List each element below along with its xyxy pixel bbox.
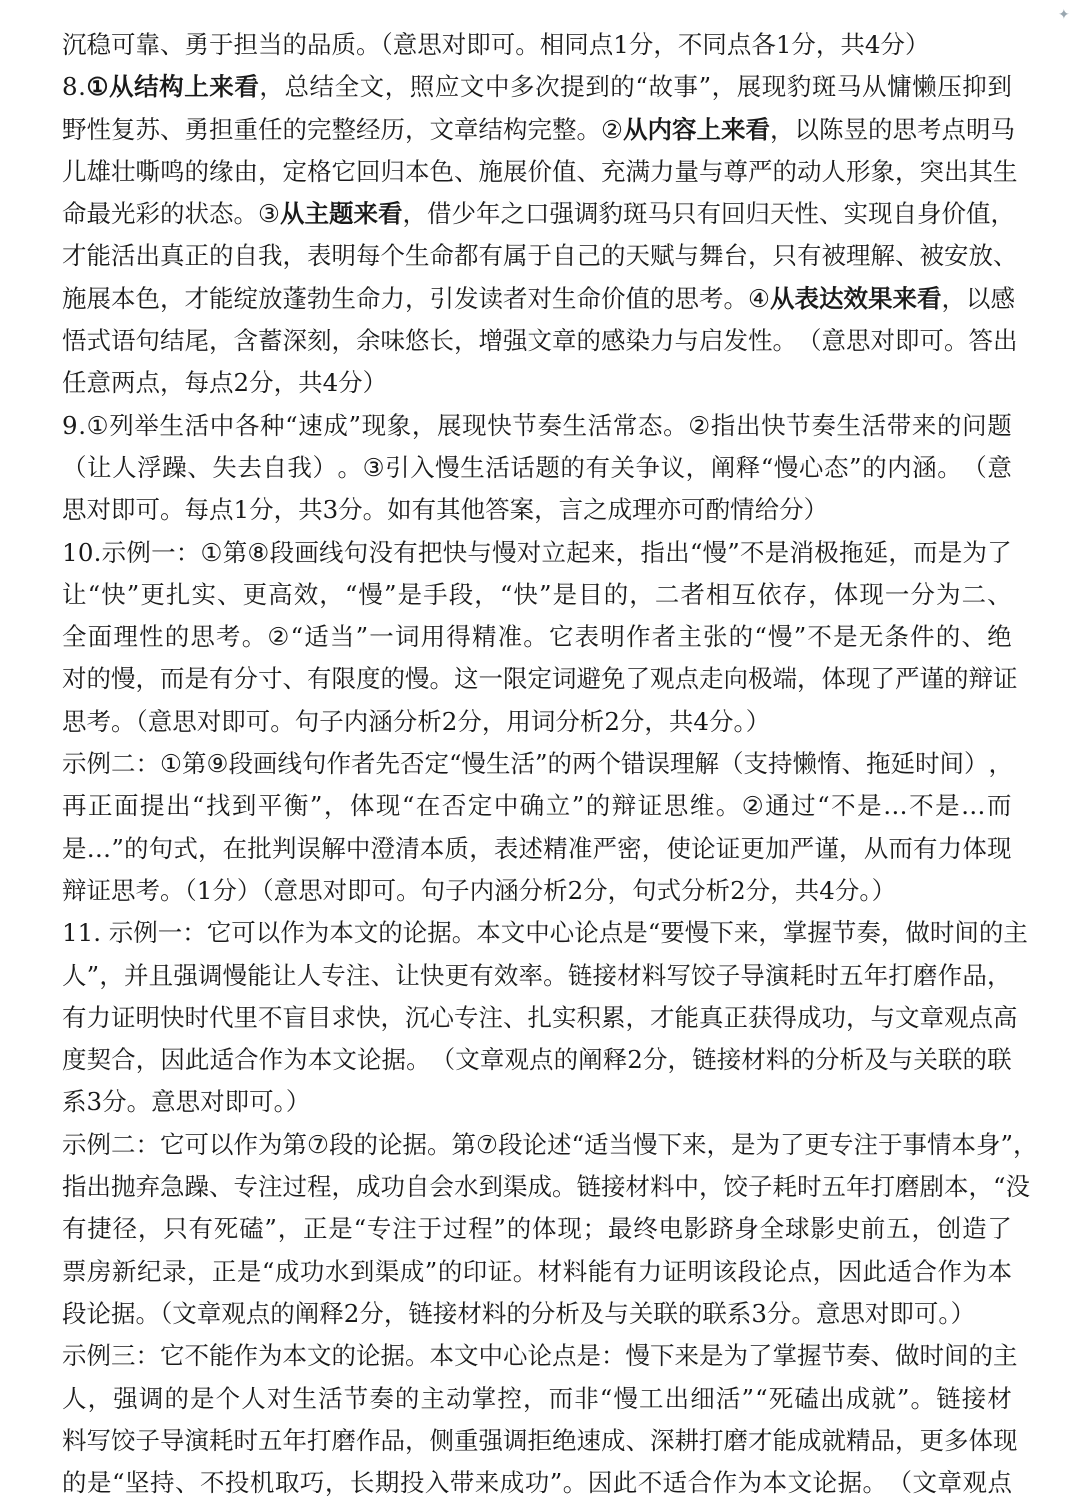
text-line: 度 契 合 ， 因 此 适 合 作 为 本 文 论 据 。 （ 文 章 观 点 的 阐 释 2 分 ， 链 接 材 料 的 分 析 及 与 关 联 的 联: [62, 1045, 1012, 1075]
text-line: 9 . ① 列 举 生 活 中 各 种 “ 速 成 ” 现 象 ， 展 现 快 节 奏 生 活 常 态 。 ② 指 出 快 节 奏 生 活 带 来 的 问 题: [62, 410, 1012, 440]
answer-document: [62, 24, 1038, 1504]
line-text: 思考。（意思对即可。句子内涵分析2分，用词分析2分，共4分。）: [62, 706, 771, 736]
text-line: 1 0 . 示 例 一 ： ① 第 ⑧ 段 画 线 句 没 有 把 快 与 慢 对 立 起 来 ， 指 出 “ 慢 ” 不 是 消 极 拖 延 ， 而 是 为 了: [62, 537, 1012, 567]
text-line: [62, 870, 1012, 912]
text-line: 有 捷 径 ， 只 有 死 磕 ” ， 正 是 “ 专 注 于 过 程 ” 的 体 现 ； 最 终 电 影 跻 身 全 球 影 史 前 五 ， 创 造 了: [62, 1214, 1012, 1244]
text-line: 料 写 饺 子 导 演 耗 时 五 年 打 磨 作 品 ， 侧 重 强 调 拒 绝 速 成 、 深 耕 打 磨 才 能 成 就 精 品 ， 更 多 体 现: [62, 1425, 1018, 1455]
text-line: 悟 式 语 句 结 尾 ， 含 蓄 深 刻 ， 余 味 悠 长 ， 增 强 文 章 的 感 染 力 与 启 发 性 。 （ 意 思 对 即 可 。 答 出: [62, 326, 1018, 356]
line-text: 思对即可。每点1分，共3分。如有其他答案，言之成理亦可酌情给分）: [62, 495, 829, 525]
text-line: 票 房 新 纪 录 ， 正 是 “ 成 功 水 到 渠 成 ” 的 印 证 。 材 料 能 有 力 证 明 该 段 论 点 ， 因 此 适 合 作 为 本: [62, 1256, 1012, 1286]
text-line: [62, 1293, 1012, 1335]
text-line: 示 例 三 ： 它 不 能 作 为 本 文 的 论 据 。 本 文 中 心 论 点 是 ： 慢 下 来 是 为 了 掌 握 节 奏 、 做 时 间 的 主: [62, 1341, 1018, 1371]
text-line: 8 . ① 从 结 构 上 来 看 ， 总 结 全 文 ， 照 应 文 中 多 次 提 到 的 “ 故 事 ” ， 展 现 豹 斑 马 从 慵 懒 压 抑 到: [62, 72, 1012, 102]
text-line: 示 例 二 ： 它 可 以 作 为 第 ⑦ 段 的 论 据 。 第 ⑦ 段 论 述 “ 适 当 慢 下 来 ， 是 为 了 更 专 注 于 事 情 本 身 ” ，: [62, 1129, 1038, 1159]
text-line: 1 1 . 示 例 一 ： 它 可 以 作 为 本 文 的 论 据 。 本 文 中 心 论 点 是 “ 要 慢 下 来 ， 掌 握 节 奏 ， 做 时 间 的 主: [62, 918, 1028, 948]
text-line: 命 最 光 彩 的 状 态 。 ③ 从 主 题 来 看 ， 借 少 年 之 口 强 调 豹 斑 马 只 有 回 归 天 性 、 实 现 自 身 价 值 ，: [62, 199, 1015, 229]
text-line: [62, 1081, 1012, 1123]
text-line: 有 力 证 明 快 时 代 里 不 盲 目 求 快 ， 沉 心 专 注 、 扎 实 积 累 ， 才 能 真 正 获 得 成 功 ， 与 文 章 观 点 高: [62, 1002, 1018, 1032]
line-text: 辩证思考。（1分）（意思对即可。句子内涵分析2分，句式分析2分，共4分。）: [62, 875, 897, 905]
line-text: 沉稳可靠、勇于担当的品质。（意思对即可。相同点1分，不同点各1分，共4分）: [62, 30, 930, 59]
text-line: 施 展 本 色 ， 才 能 绽 放 蓬 勃 生 命 力 ， 引 发 读 者 对 生 命 价 值 的 思 考 。 ④ 从 表 达 效 果 来 看 ， 以 感: [62, 283, 1015, 313]
text-line: 的 是 “ 坚 持 、 不 投 机 取 巧 ， 长 期 投 入 带 来 成 功 ” 。 因 此 不 适 合 作 为 本 文 论 据 。 （ 文 章 观 点: [62, 1468, 1012, 1498]
text-line: [62, 362, 1012, 404]
text-line: 对 的 慢 ， 而 是 有 分 寸 、 有 限 度 的 慢 。 这 一 限 定 词 避 免 了 观 点 走 向 极 端 ， 体 现 了 严 谨 的 辩 证: [62, 664, 1018, 694]
text-line: [62, 489, 1012, 531]
text-line: 人 ， 强 调 的 是 个 人 对 生 活 节 奏 的 主 动 掌 控 ， 而 非 “ 慢 工 出 细 活 ” “ 死 磕 出 成 就 ” 。 链 接 材: [62, 1383, 1012, 1413]
text-line: [62, 24, 1012, 66]
text-line: 才 能 活 出 真 正 的 自 我 ， 表 明 每 个 生 命 都 有 属 于 自 己 的 天 赋 与 舞 台 ， 只 有 被 理 解 、 被 安 放 、: [62, 241, 1018, 271]
text-line: 是 … ” 的 句 式 ， 在 批 判 误 解 中 澄 清 本 质 ， 表 述 精 准 严 密 ， 使 论 证 更 加 严 谨 ， 从 而 有 力 体 现: [62, 833, 1012, 863]
text-line: 示 例 二 ： ① 第 ⑨ 段 画 线 句 作 者 先 否 定 “ 慢 生 活 ” 的 两 个 错 误 理 解 （ 支 持 懒 惰 、 拖 延 时 间 ） ，: [62, 749, 1013, 779]
text-line: 野 性 复 苏 、 勇 担 重 任 的 完 整 经 历 ， 文 章 结 构 完 整 。 ② 从 内 容 上 来 看 ， 以 陈 昱 的 思 考 点 明 马: [62, 114, 1015, 144]
line-text: 系3分。意思对即可。）: [62, 1087, 311, 1117]
text-line: 再 正 面 提 出 “ 找 到 平 衡 ” ， 体 现 “ 在 否 定 中 确 立 ” 的 辩 证 思 维 。 ② 通 过 “ 不 是 … 不 是 … 而: [62, 791, 1012, 821]
text-line: 人 ” ， 并 且 强 调 慢 能 让 人 专 注 、 让 快 更 有 效 率 。 链 接 材 料 写 饺 子 导 演 耗 时 五 年 打 磨 作 品 ，: [62, 960, 1012, 990]
text-line: 指 出 抛 弃 急 躁 、 专 注 过 程 ， 成 功 自 会 水 到 渠 成 。 链 接 材 料 中 ， 饺 子 耗 时 五 年 打 磨 剧 本 ， “ 没: [62, 1172, 1031, 1202]
line-text: 任意两点，每点2分，共4分）: [62, 368, 388, 398]
text-line: 全 面 理 性 的 思 考 。 ② “ 适 当 ” 一 词 用 得 精 准 。 它 表 明 作 者 主 张 的 “ 慢 ” 不 是 无 条 件 的 、 绝: [62, 622, 1012, 652]
line-text: 段论据。（文章观点的阐释2分，链接材料的分析及与关联的联系3分。意思对即可。）: [62, 1298, 976, 1328]
text-line: 儿 雄 壮 嘶 鸣 的 缘 由 ， 定 格 它 回 归 本 色 、 施 展 价 值 、 充 满 力 量 与 尊 严 的 动 人 形 象 ， 突 出 其 生: [62, 156, 1018, 186]
text-line: [62, 701, 1012, 743]
star-mark-icon: ✦: [1058, 7, 1070, 23]
text-line: （ 让 人 浮 躁 、 失 去 自 我 ） 。 ③ 引 入 慢 生 活 话 题 的 有 关 争 议 ， 阐 释 “ 慢 心 态 ” 的 内 涵 。 （ 意: [62, 452, 1012, 482]
text-line: 让 “ 快 ” 更 扎 实 、 更 高 效 ， “ 慢 ” 是 手 段 ， “ 快 ” 是 目 的 ， 二 者 相 互 依 存 ， 体 现 一 分 为 二 、: [62, 579, 1012, 609]
